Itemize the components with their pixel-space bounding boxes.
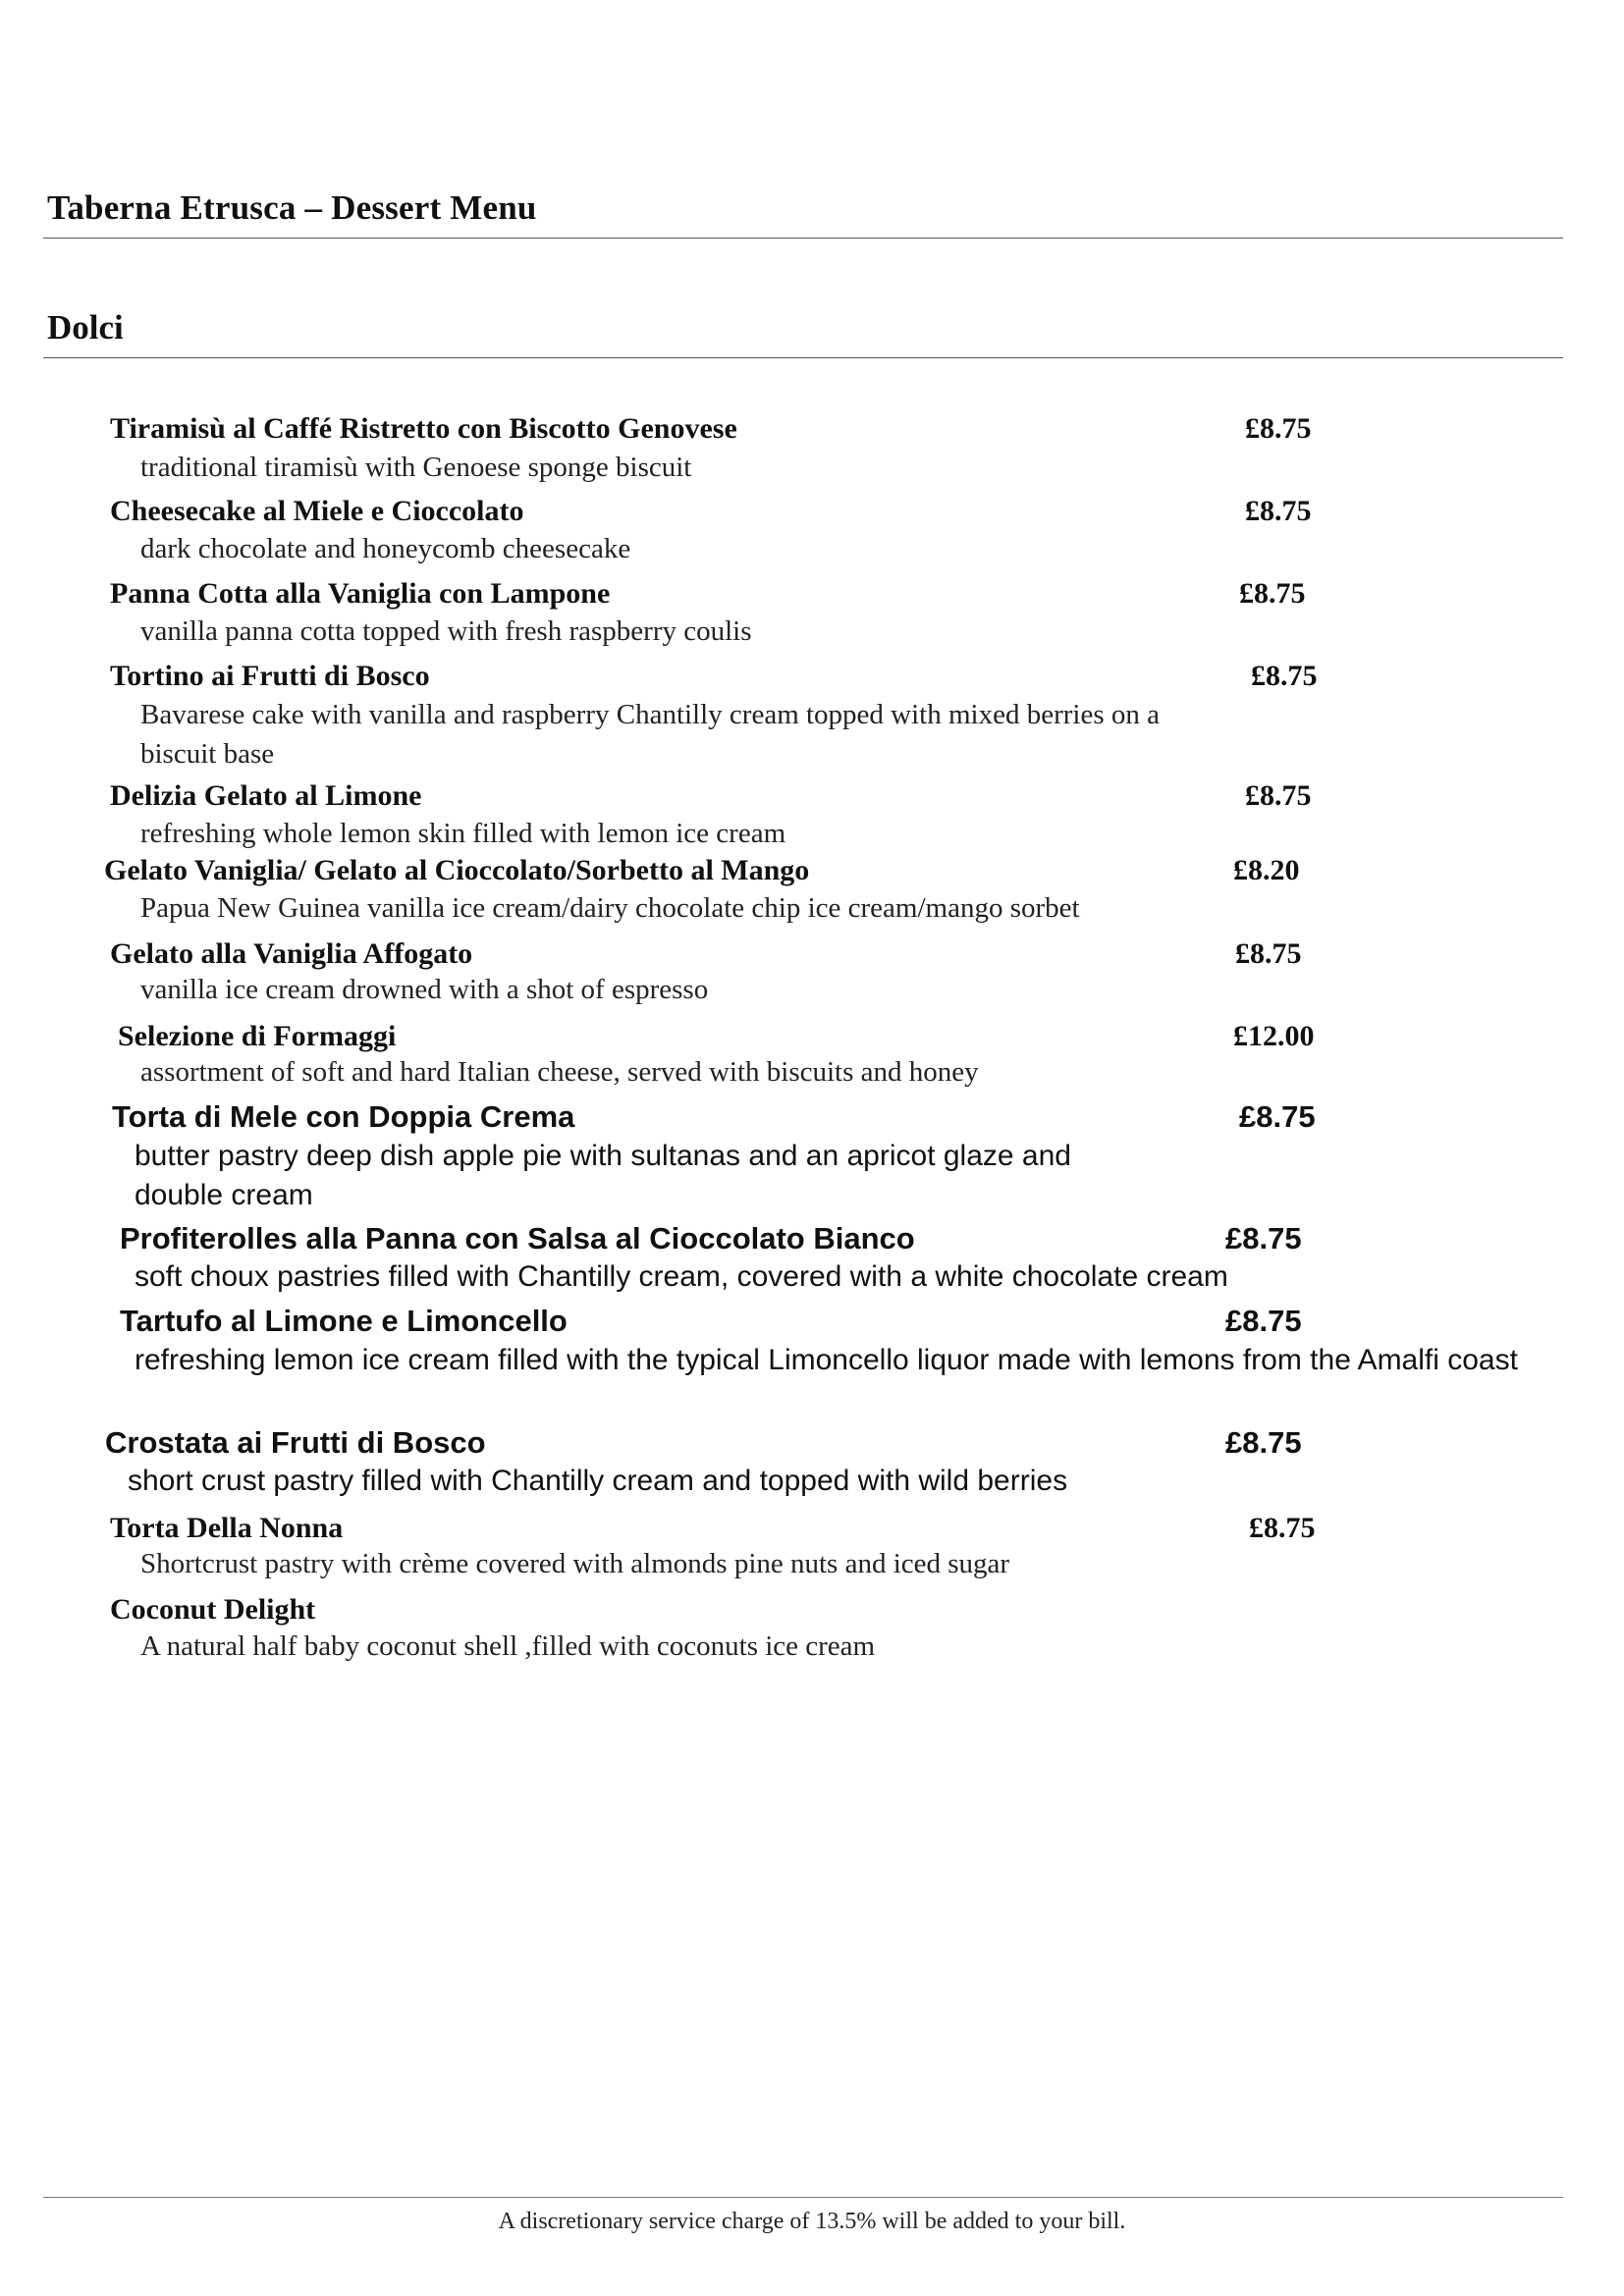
item-price: £8.75	[1239, 577, 1306, 610]
section-divider	[43, 357, 1563, 358]
item-name: Tiramisù al Caffé Ristretto con Biscotto Genovese	[110, 412, 737, 445]
footer-divider	[43, 2197, 1563, 2198]
item-description: butter pastry deep dish apple pie with sultanas and an apricot glaze and double cream	[135, 1140, 1071, 1211]
item-name: Crostata ai Frutti di Bosco	[105, 1425, 486, 1460]
title-divider	[43, 238, 1563, 239]
item-description: traditional tiramisù with Genoese sponge biscuit	[140, 452, 692, 483]
item-price: £8.75	[1245, 495, 1312, 527]
item-name: Tortino ai Frutti di Bosco	[110, 660, 430, 692]
item-price: £8.75	[1249, 1512, 1316, 1544]
item-description: short crust pastry filled with Chantilly cream and topped with wild berries	[128, 1465, 1068, 1497]
item-description: assortment of soft and hard Italian cheese, served with biscuits and honey	[140, 1056, 979, 1088]
service-charge-note: A discretionary service charge of 13.5% will be added to your bill.	[498, 2209, 1126, 2234]
item-description: Papua New Guinea vanilla ice cream/dairy chocolate chip ice cream/mango sorbet	[140, 892, 1080, 924]
item-name: Tartufo al Limone e Limoncello	[120, 1304, 568, 1338]
item-price: £8.75	[1235, 937, 1302, 970]
item-description: A natural half baby coconut shell ,filled with coconuts ice cream	[140, 1630, 876, 1662]
item-name: Panna Cotta alla Vaniglia con Lampone	[110, 577, 611, 610]
item-description: soft choux pastries filled with Chantilly cream, covered with a white chocolate cream	[135, 1260, 1228, 1293]
item-name: Gelato Vaniglia/ Gelato al Cioccolato/Sorbetto al Mango	[104, 854, 810, 886]
item-price: £8.75	[1245, 412, 1312, 445]
item-price: £8.75	[1225, 1304, 1302, 1338]
item-description: dark chocolate and honeycomb cheesecake	[140, 533, 631, 564]
item-price: £8.75	[1225, 1425, 1302, 1460]
item-price: £8.20	[1233, 854, 1300, 886]
item-price: £12.00	[1233, 1020, 1315, 1052]
item-name: Gelato alla Vaniglia Affogato	[110, 937, 473, 970]
item-description: Bavarese cake with vanilla and raspberry Chantilly cream topped with mixed berries on a biscuit base	[140, 699, 1160, 770]
item-price: £8.75	[1225, 1221, 1302, 1255]
item-price: £8.75	[1251, 660, 1318, 692]
item-description: refreshing lemon ice cream filled with the typical Limoncello liquor made with lemons from the Amalfi coast	[135, 1344, 1518, 1376]
item-name: Cheesecake al Miele e Cioccolato	[110, 495, 524, 527]
item-name: Torta di Mele con Doppia Crema	[112, 1099, 575, 1134]
item-name: Coconut Delight	[110, 1593, 316, 1626]
item-description: refreshing whole lemon skin filled with lemon ice cream	[140, 818, 786, 849]
item-name: Profiterolles alla Panna con Salsa al Cioccolato Bianco	[120, 1221, 915, 1255]
item-description: vanilla ice cream drowned with a shot of espresso	[140, 974, 709, 1005]
item-name: Selezione di Formaggi	[118, 1020, 397, 1052]
item-name: Delizia Gelato al Limone	[110, 779, 422, 812]
item-description: vanilla panna cotta topped with fresh raspberry coulis	[140, 615, 752, 647]
item-description: Shortcrust pastry with crème covered with almonds pine nuts and iced sugar	[140, 1548, 1010, 1579]
item-price: £8.75	[1239, 1099, 1316, 1134]
page-title: Taberna Etrusca – Dessert Menu	[47, 188, 537, 227]
section-title: Dolci	[47, 308, 124, 347]
item-name: Torta Della Nonna	[110, 1512, 344, 1544]
item-price: £8.75	[1245, 779, 1312, 812]
